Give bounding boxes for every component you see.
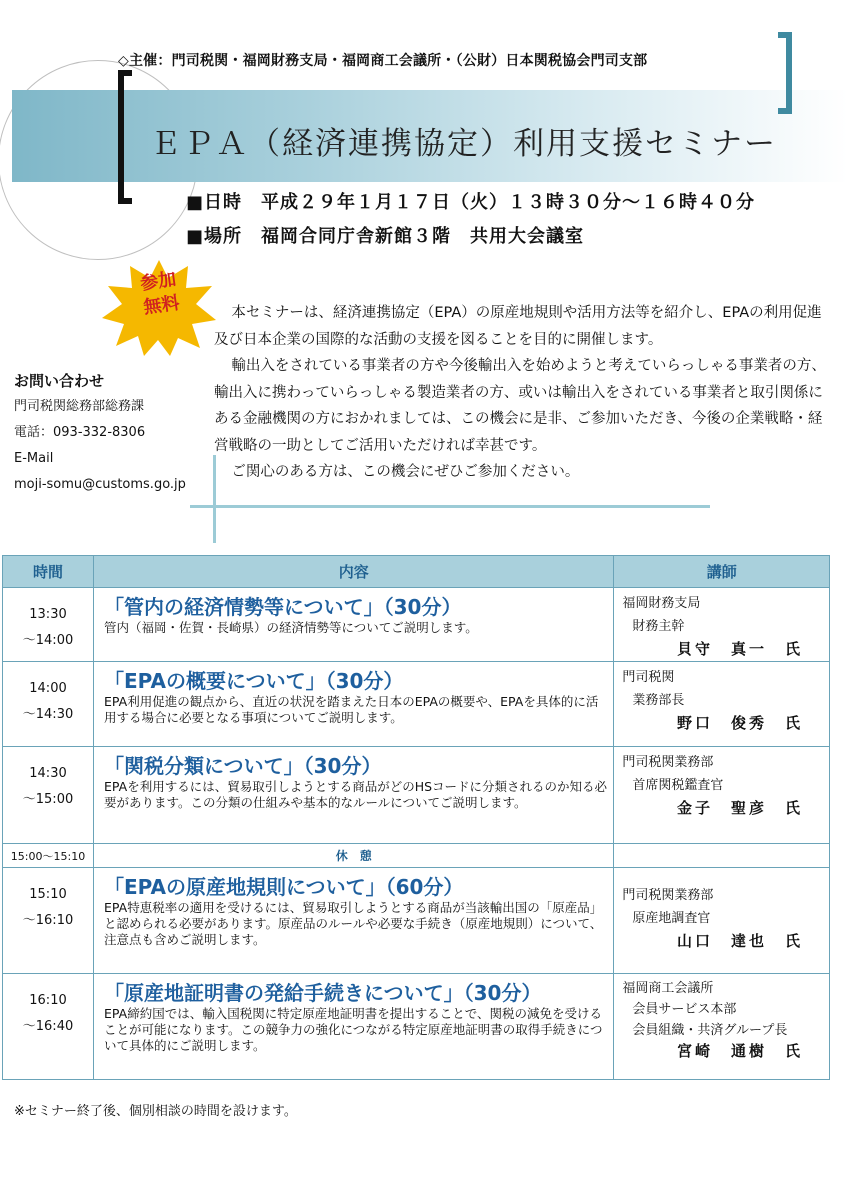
session-lecturer — [614, 974, 830, 1080]
lecturer-org: 門司税関業務部 — [622, 755, 714, 770]
venue: ■場所 福岡合同庁舎新館３階 共用大会議室 — [186, 226, 585, 247]
session-time — [3, 662, 94, 747]
lecturer-position: 首席関税鑑査官 — [632, 778, 724, 793]
right-bracket-decoration — [778, 32, 792, 114]
session-desc: EPA利用促進の観点から、直近の状況を踏まえた日本のEPAの概要や、EPAを具体的に活用する場合に必要となる事項についてご説明します。 — [104, 694, 599, 725]
session-desc: 管内（福岡・佐賀・長崎県）の経済情勢等についてご説明します。 — [104, 620, 478, 635]
page-title: ＥＰＡ（経済連携協定）利用支援セミナー — [150, 126, 777, 162]
decorative-vertical-line — [213, 455, 216, 543]
session-lecturer — [614, 747, 830, 844]
table-row — [3, 662, 830, 747]
lecturer-name: 貝守 真一 氏 — [676, 640, 803, 658]
footer-note: ※セミナー終了後、個別相談の時間を設けます。 — [14, 1104, 297, 1119]
lecturer-name: 金子 聖彦 氏 — [676, 799, 803, 817]
contact-dept: 門司税関総務部総務課 — [14, 399, 145, 414]
session-lecturer — [614, 868, 830, 974]
lecturer-position: 財務主幹 — [632, 619, 685, 634]
session-title: 「原産地証明書の発給手続きについて」（30分） — [104, 981, 542, 1005]
lecturer-org: 門司税関 — [622, 670, 675, 685]
time-end: ～14:00 — [22, 633, 74, 648]
intro-paragraph-3: ご関心のある方は、この機会にぜひご参加ください。 — [231, 464, 580, 480]
session-content — [94, 747, 614, 844]
badge-line2: 無料 — [142, 292, 181, 319]
schedule-table — [2, 555, 830, 1080]
session-title: 「関税分類について」（30分） — [104, 754, 382, 778]
badge-line1: 参加 — [138, 268, 178, 295]
session-lecturer — [614, 662, 830, 747]
time-start: 16:10 — [29, 993, 67, 1008]
session-desc: EPA締約国では、輸入国税関に特定原産地証明書を提出することで、関税の減免を受けることが可能になります。この競争力の強化につながる特定原産地証明書の取得手続きについて具体的にご説明します。 — [104, 1006, 603, 1053]
left-bracket-decoration — [118, 70, 132, 204]
session-desc: EPAを利用するには、貿易取引しようとする商品がどのHSコードに分類されるのか知る必要があります。この分類の仕組みや基本的なルールについてご説明します。 — [104, 779, 608, 810]
header-content: 内容 — [94, 556, 614, 588]
contact-email-label: E-Mail — [14, 451, 54, 466]
table-header-row — [3, 556, 830, 588]
intro-paragraph-2: 輸出入をされている事業者の方や今後輸出入を始めようと考えていらっしゃる事業者の方、輸出入に携わっていらっしゃる製造業者の方、或いは輸出入をされている事業者と取引関係にある金融機関の方におかれましては、この機会に是非、ご参加いただき、今後の企業戦略・経営戦略の一助としてご活用いただければ幸甚です。 — [214, 358, 826, 454]
session-time — [3, 868, 94, 974]
time-start: 14:30 — [29, 766, 67, 781]
break-label: 休 憩 — [94, 844, 614, 868]
session-lecturer — [614, 588, 830, 662]
lecturer-position: 原産地調査官 — [632, 911, 711, 926]
time-end: ～15:00 — [22, 792, 74, 807]
table-row — [3, 974, 830, 1080]
session-content — [94, 662, 614, 747]
time-end: ～14:30 — [22, 707, 74, 722]
lecturer-org: 福岡財務支局 — [622, 596, 701, 611]
time-end: ～16:10 — [22, 913, 74, 928]
contact-tel: 電話：093-332-8306 — [14, 425, 146, 440]
header-lecturer: 講師 — [614, 556, 830, 588]
lecturer-name: 宮崎 通樹 氏 — [676, 1042, 803, 1060]
time-start: 15:10 — [29, 887, 67, 902]
organizer-line: ◇主催：門司税関・福岡財務支局・福岡商工会議所・（公財）日本関税協会門司支部 — [118, 53, 648, 69]
decorative-horizontal-line — [190, 505, 710, 508]
contact-block — [14, 368, 186, 498]
session-content — [94, 588, 614, 662]
lecturer-org: 門司税関業務部 — [622, 888, 714, 903]
intro-text — [214, 300, 830, 486]
lecturer-position-2: 会員組織・共済グループ長 — [632, 1023, 788, 1038]
break-row — [3, 844, 830, 868]
contact-heading: お問い合わせ — [14, 372, 105, 390]
date-time: ■日時 平成２９年１月１７日（火）１３時３０分～１６時４０分 — [186, 192, 756, 213]
table-row — [3, 588, 830, 662]
session-content — [94, 868, 614, 974]
lecturer-org: 福岡商工会議所 — [622, 981, 714, 996]
header-time: 時間 — [3, 556, 94, 588]
break-time: 15:00～15:10 — [3, 844, 94, 868]
break-empty — [614, 844, 830, 868]
time-start: 13:30 — [29, 607, 67, 622]
session-title: 「管内の経済情勢等について」（30分） — [104, 595, 462, 619]
session-desc: EPA特恵税率の適用を受けるには、貿易取引しようとする商品が当該輸出国の「原産品」と認められる必要があります。原産品のルールや必要な手続き（原産地規則）について、注意点も含めご説明します。 — [104, 900, 603, 947]
session-time — [3, 588, 94, 662]
session-time — [3, 974, 94, 1080]
table-row — [3, 747, 830, 844]
lecturer-position: 会員サービス本部 — [632, 1002, 737, 1017]
intro-paragraph-1: 本セミナーは、経済連携協定（EPA）の原産地規則や活用方法等を紹介し、EPAの利用促進及び日本企業の国際的な活動の支援を図ることを目的に開催します。 — [214, 305, 822, 348]
table-row — [3, 868, 830, 974]
lecturer-position: 業務部長 — [632, 693, 685, 708]
session-time — [3, 747, 94, 844]
session-title: 「EPAの原産地規則について」（60分） — [104, 875, 464, 899]
time-end: ～16:40 — [22, 1019, 74, 1034]
session-content — [94, 974, 614, 1080]
lecturer-name: 山口 達也 氏 — [676, 932, 803, 950]
contact-email[interactable]: moji-somu@customs.go.jp — [14, 477, 186, 492]
time-start: 14:00 — [29, 681, 67, 696]
session-title: 「EPAの概要について」（30分） — [104, 669, 404, 693]
lecturer-name: 野口 俊秀 氏 — [676, 714, 803, 732]
